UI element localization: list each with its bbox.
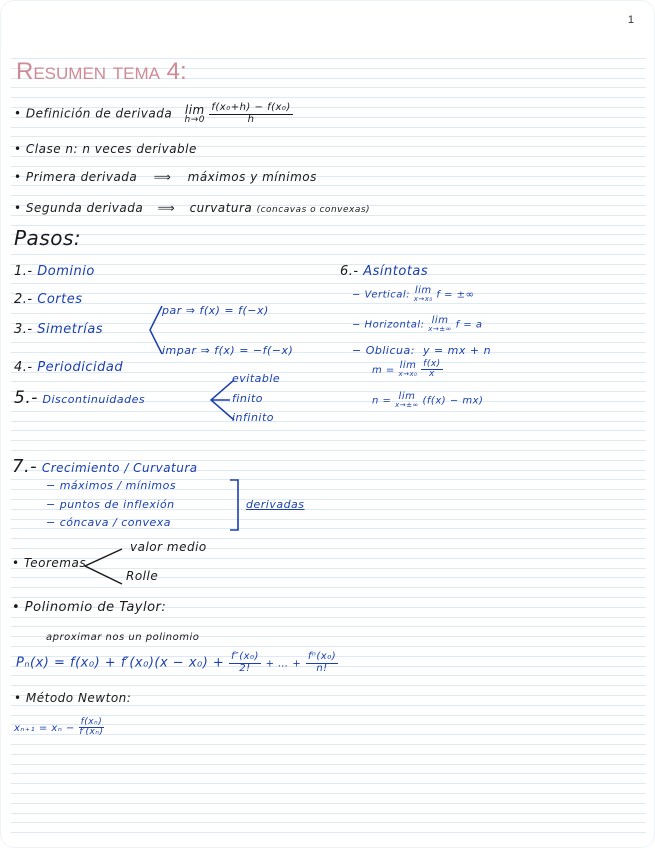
rule-line xyxy=(11,323,646,324)
rule-line xyxy=(11,264,646,265)
taylor-formula: Pₙ(x) = f(x₀) + f′(x₀)(x − x₀) + $\frac{\text{f″(x₀)}}{2!}$ + … + $\frac{\text{fⁿ(x₀)}}{n!}$ xyxy=(16,651,337,674)
step7-item-maximos: − máximos / mínimos xyxy=(46,479,177,492)
rule-line xyxy=(11,715,646,716)
bullet-primera-derivada: • Primera derivada ⟹ máximos y mínimos xyxy=(14,170,317,184)
teoremas-label: • Teoremas xyxy=(12,556,87,570)
step-4: 4.- Periodicidad xyxy=(14,360,124,375)
step-7: 7.- Crecimiento / Curvatura xyxy=(12,456,198,477)
step-6: 6.- Asíntotas xyxy=(340,264,429,279)
rule-line xyxy=(11,283,646,284)
rule-line xyxy=(11,342,646,343)
step-5: 5.- Discontinuidades xyxy=(14,388,146,408)
step7-item-inflexion: − puntos de inflexión xyxy=(46,498,175,511)
rule-line xyxy=(11,234,646,235)
rule-line xyxy=(11,97,646,98)
rule-line xyxy=(11,127,646,128)
rule-line xyxy=(11,195,646,196)
rule-line xyxy=(11,705,646,706)
rule-line xyxy=(11,185,646,186)
rule-line xyxy=(11,254,646,255)
page-title: Resumen tema 4: xyxy=(16,58,187,85)
teorema-rolle: Rolle xyxy=(126,569,159,583)
rule-line xyxy=(11,313,646,314)
rule-line xyxy=(11,793,646,794)
limit-expression: lim h→0 xyxy=(184,102,206,125)
teorema-valor-medio: valor medio xyxy=(130,540,207,554)
rule-line xyxy=(11,411,646,412)
rule-line xyxy=(11,734,646,735)
asintota-horizontal: − Horizontal: lim x→±∞ f = a xyxy=(352,315,483,333)
rule-line xyxy=(11,773,646,774)
rule-line xyxy=(11,87,646,88)
rule-line xyxy=(11,421,646,422)
square-bracket-icon xyxy=(228,478,240,532)
rule-line xyxy=(11,754,646,755)
rule-line xyxy=(11,352,646,353)
rule-line xyxy=(11,381,646,382)
step7-item-concava: − cóncava / convexa xyxy=(46,516,171,529)
rule-line xyxy=(11,225,646,226)
derivative-fraction: $\frac{\text{f(x₀+h) − f(x₀)}}{h}$ xyxy=(211,102,291,125)
discontinuidad-evitable: evitable xyxy=(232,372,281,385)
step-3: 3.- Simetrías xyxy=(14,322,104,337)
rule-line xyxy=(11,744,646,745)
rule-line xyxy=(11,597,646,598)
asintota-oblicua: − Oblicua: y = mx + n xyxy=(352,344,492,357)
implies-arrow-icon: ⟹ xyxy=(157,201,176,215)
rule-line xyxy=(11,215,646,216)
rule-line xyxy=(11,724,646,725)
taylor-description: aproximar nos un polinomio xyxy=(46,632,200,643)
rule-line xyxy=(11,303,646,304)
rule-line xyxy=(11,822,646,823)
bullet-clase: • Clase n: n veces derivable xyxy=(14,142,197,156)
taylor-heading: • Polinomio de Taylor: xyxy=(12,600,167,615)
rule-line xyxy=(11,813,646,814)
derivadas-label: derivadas xyxy=(246,498,305,511)
discontinuidad-finito: finito xyxy=(232,392,263,405)
rule-line xyxy=(11,685,646,686)
rule-line xyxy=(11,274,646,275)
rule-line xyxy=(11,430,646,431)
pasos-heading: Pasos: xyxy=(14,226,82,250)
rule-line xyxy=(11,832,646,833)
asintota-vertical: − Vertical: lim x→x₀ f = ±∞ xyxy=(352,285,475,303)
simetria-par: par ⇒ f(x) = f(−x) xyxy=(162,304,269,317)
rule-line xyxy=(11,626,646,627)
bullet-definicion xyxy=(14,103,293,125)
step-1: 1.- Dominio xyxy=(14,264,95,279)
rule-line xyxy=(11,136,646,137)
oblicua-m-formula: m = lim x→x₀ $\frac{f(x)}{x}$ xyxy=(372,359,441,380)
rule-line xyxy=(11,783,646,784)
newton-heading: • Método Newton: xyxy=(14,691,132,705)
teoremas-branch-icon xyxy=(82,546,124,588)
definicion-label: • Definición de derivada xyxy=(14,106,173,121)
rule-line xyxy=(11,538,646,539)
implies-arrow-icon: ⟹ xyxy=(153,170,172,184)
rule-line xyxy=(11,646,646,647)
rule-line xyxy=(11,803,646,804)
rule-line xyxy=(11,440,646,441)
rule-line xyxy=(11,764,646,765)
simetria-impar: impar ⇒ f(x) = −f(−x) xyxy=(162,344,294,357)
rule-line xyxy=(11,675,646,676)
newton-formula: xₙ₊₁ = xₙ − $\frac{\text{f(xₙ)}}{\text{f′(xₙ)}}$ xyxy=(14,717,104,738)
rule-line xyxy=(11,617,646,618)
discontinuidad-infinito: infinito xyxy=(232,411,275,424)
rule-line xyxy=(11,332,646,333)
rule-line xyxy=(11,244,646,245)
rule-line xyxy=(11,166,646,167)
ruled-lines xyxy=(11,1,646,849)
rule-line xyxy=(11,450,646,451)
bullet-segunda-derivada: • Segunda derivada ⟹ curvatura (concavas o convexas) xyxy=(14,201,371,215)
page-number: 1 xyxy=(627,14,634,26)
rule-line xyxy=(11,156,646,157)
oblicua-n-formula: n = lim x→±∞ (f(x) − mx) xyxy=(372,391,484,409)
rule-line xyxy=(11,293,646,294)
step-2: 2.- Cortes xyxy=(14,292,83,307)
